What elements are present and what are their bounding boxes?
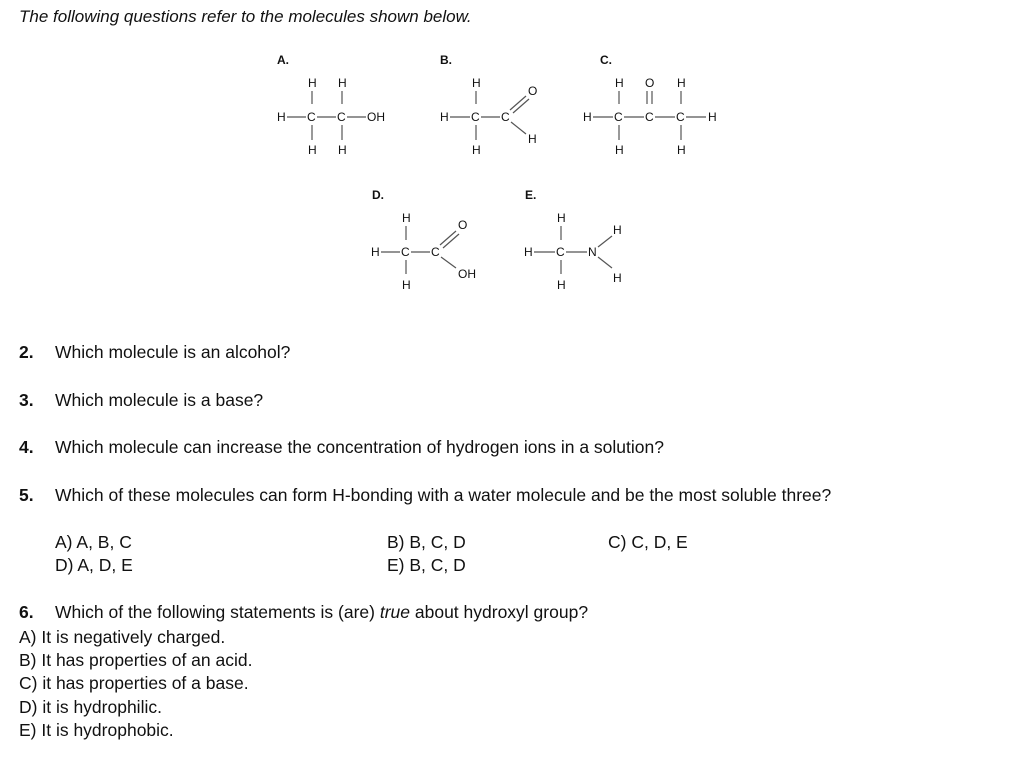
atom-h: H	[677, 76, 686, 90]
molecule-label-d: D.	[372, 188, 384, 202]
option-a: A) It is negatively charged.	[19, 627, 226, 647]
atom-oh: OH	[367, 110, 385, 124]
atom-h: H	[677, 143, 686, 157]
option-c: C) C, D, E	[608, 532, 688, 552]
question-text: Which molecule is an alcohol?	[55, 342, 291, 362]
option-e: E) B, C, D	[387, 555, 466, 575]
molecule-label-e: E.	[525, 188, 537, 202]
atom-h: H	[308, 76, 317, 90]
molecule-a	[277, 53, 385, 157]
question-text: about hydroxyl group?	[410, 602, 589, 622]
question-number: 3.	[19, 390, 34, 410]
question-number: 5.	[19, 485, 34, 505]
question-2	[19, 342, 290, 363]
atom-h: H	[440, 110, 449, 124]
question-text: Which of these molecules can form H-bonding with a water molecule and be the most soluble three?	[55, 485, 832, 505]
question-number: 2.	[19, 342, 34, 362]
atom-h: H	[557, 278, 566, 292]
question-6	[19, 602, 588, 623]
molecule-d	[371, 188, 476, 292]
atom-oh: OH	[458, 267, 476, 281]
question-5	[19, 485, 831, 506]
atom-o: O	[458, 218, 468, 232]
atom-c: C	[556, 245, 565, 259]
option-b: B) It has properties of an acid.	[19, 650, 253, 670]
intro-text: The following questions refer to the molecules shown below.	[19, 7, 472, 26]
atom-c: C	[307, 110, 316, 124]
atom-o: O	[528, 84, 538, 98]
option-d: D) A, D, E	[55, 555, 133, 575]
molecule-b	[440, 53, 537, 157]
molecule-e	[524, 188, 622, 292]
atom-h: H	[402, 278, 411, 292]
atom-c: C	[645, 110, 654, 124]
atom-h: H	[615, 143, 624, 157]
atom-c: C	[431, 245, 440, 259]
atom-c: C	[501, 110, 510, 124]
question-text: Which of the following statements is (are)	[55, 602, 380, 622]
atom-h: H	[583, 110, 592, 124]
molecule-c	[583, 53, 717, 157]
atom-h: H	[524, 245, 533, 259]
atom-h: H	[708, 110, 717, 124]
question-3	[19, 390, 263, 411]
atom-h: H	[613, 223, 622, 237]
atom-c: C	[337, 110, 346, 124]
question-text: Which molecule can increase the concentration of hydrogen ions in a solution?	[55, 437, 664, 457]
option-b: B) B, C, D	[387, 532, 466, 552]
molecule-svg	[0, 0, 1024, 300]
atom-h: H	[615, 76, 624, 90]
atom-c: C	[401, 245, 410, 259]
atom-h: H	[308, 143, 317, 157]
molecule-label-c: C.	[600, 53, 612, 67]
question-number: 4.	[19, 437, 34, 457]
atom-h: H	[402, 211, 411, 225]
atom-h: H	[338, 143, 347, 157]
option-d: D) it is hydrophilic.	[19, 697, 162, 717]
atom-h: H	[528, 132, 537, 146]
question-4	[19, 437, 664, 458]
option-e: E) It is hydrophobic.	[19, 720, 174, 740]
atom-h: H	[613, 271, 622, 285]
atom-h: H	[338, 76, 347, 90]
atom-c: C	[676, 110, 685, 124]
atom-c: C	[471, 110, 480, 124]
atom-h: H	[557, 211, 566, 225]
atom-c: C	[614, 110, 623, 124]
atom-h: H	[277, 110, 286, 124]
question-number: 6.	[19, 602, 34, 622]
molecule-label-b: B.	[440, 53, 452, 67]
molecule-label-a: A.	[277, 53, 289, 67]
atom-h: H	[472, 143, 481, 157]
atom-n: N	[588, 245, 597, 259]
atom-h: H	[472, 76, 481, 90]
option-c: C) it has properties of a base.	[19, 673, 249, 693]
question-text: Which molecule is a base?	[55, 390, 264, 410]
atom-o: O	[645, 76, 655, 90]
molecule-diagrams	[0, 0, 1024, 305]
question-emphasis: true	[379, 602, 411, 622]
atom-h: H	[371, 245, 380, 259]
option-a: A) A, B, C	[55, 532, 132, 552]
